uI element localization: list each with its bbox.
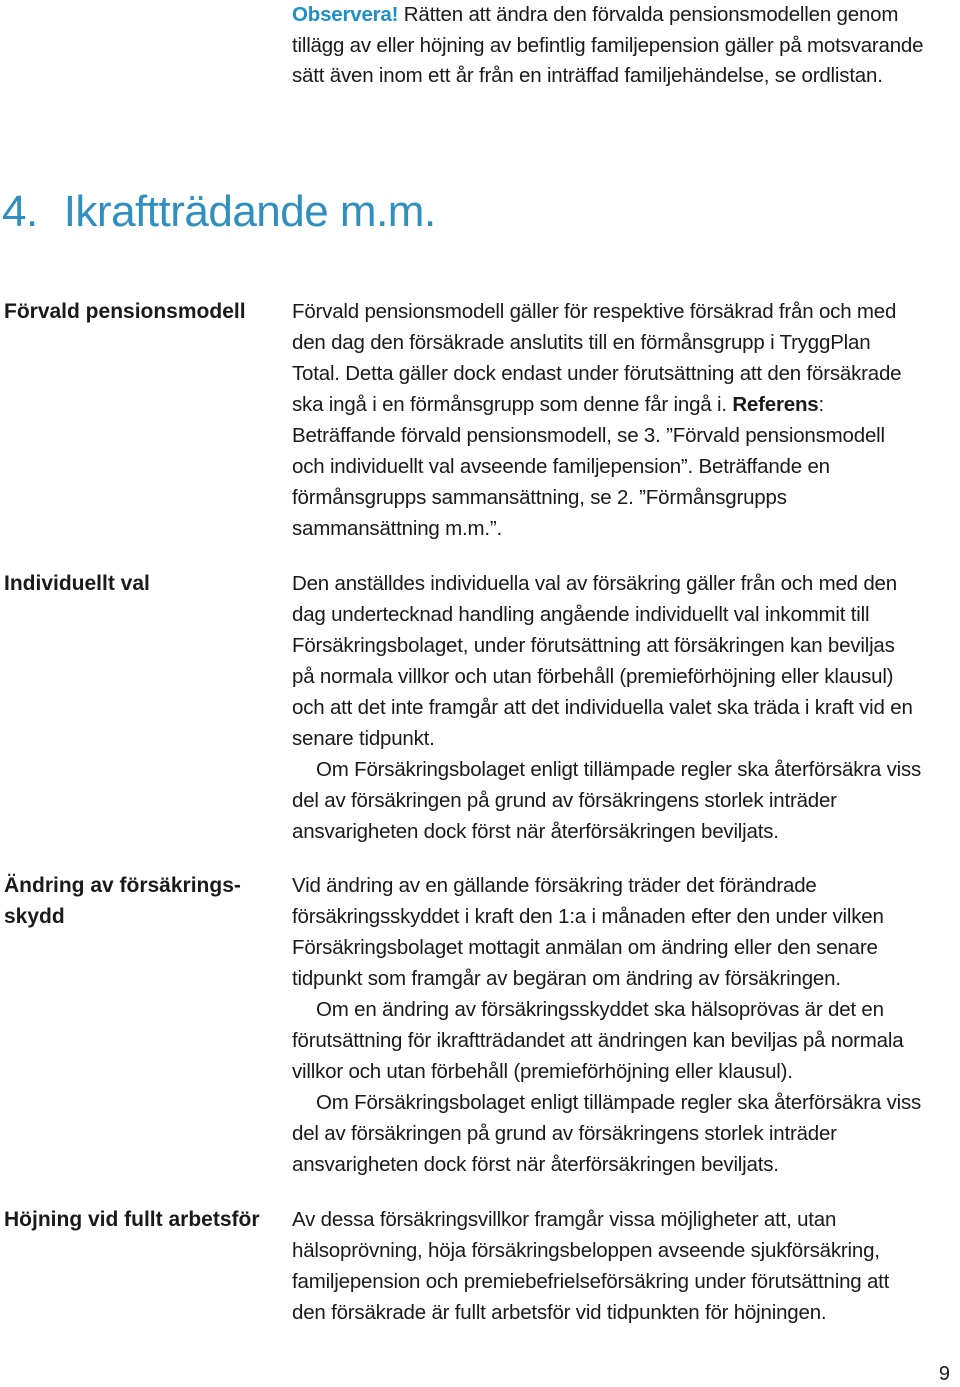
side-label-hojning: Höjning vid fullt arbetsför [4, 1208, 260, 1231]
paragraph: Vid ändring av en gällande försäkring träder det förändrade försäkringsskyddet i kraft den 1:a i månaden efter den under vilken Försäkringsbolaget mottagit anmälan om ändring eller den senare tidpunkt som framgår av begäran om ändring av försäkringen. [292, 874, 884, 990]
block-individuellt-val [292, 568, 922, 847]
paragraph: Om Försäkringsbolaget enligt tillämpade regler ska återförsäkra viss del av försäkringen på grund av försäkringens storlek inträder ansvarigheten dock först när återförsäkringen beviljats. [292, 1091, 922, 1176]
paragraph-text: : Beträffande förvald pensionsmodell, se 3. ”Förvald pensionsmodell och individuellt val avseende familjepension”. Beträffande en förmånsgrupps sammansättning, se 2. ”Förmånsgrupps sammansättning m.m.”. [292, 393, 885, 540]
block-forvald-pensionsmodell [292, 296, 922, 544]
section-title: Ikraftträdande m.m. [63, 187, 436, 236]
paragraph-text: Förvald pensionsmodell gäller för respektive försäkrad från och med den dag den försäkrade anslutits till en förmånsgrupp i TryggPlan Total. Detta gäller dock endast under förutsättning att den försäkrade ska ingå i en förmånsgrupp som denne får ingå i. [292, 300, 902, 416]
paragraph [292, 296, 922, 544]
side-label-forvald: Förvald pensionsmodell [4, 300, 246, 323]
paragraph: Om Försäkringsbolaget enligt tillämpade regler ska återförsäkra viss del av försäkringen på grund av försäkringens storlek inträder ansvarigheten dock först när återförsäkringen beviljats. [292, 758, 922, 843]
block-hojning-fullt-arbetsfor [292, 1204, 922, 1328]
note-label: Observera! [292, 3, 399, 26]
page-number: 9 [938, 1363, 950, 1385]
section-heading [2, 182, 436, 242]
paragraph: Av dessa försäkringsvillkor framgår vissa möjligheter att, utan hälsoprövning, höja försäkringsbeloppen avseende sjukförsäkring, familjepension och premiebefrielseförsäkring under förutsättning att den försäkrade är fullt arbetsför vid tidpunkten för höjningen. [292, 1208, 890, 1324]
note-text: Rätten att ändra den förvalda pensionsmodellen genom tillägg av eller höjning av befintlig familjepension gäller på motsvarande sätt även inom ett år från en inträffad familjehändelse, se ordlistan. [292, 3, 924, 87]
paragraph: Den anställdes individuella val av försäkring gäller från och med den dag undertecknad handling angående individuellt val inkommit till Försäkringsbolaget, under förutsättning att försäkringen kan beviljas på normala villkor och utan förbehåll (premieförhöjning eller klausul) och att det inte framgår att det individuella valet ska träda i kraft vid en senare tidpunkt. [292, 572, 913, 750]
section-number: 4. [2, 187, 38, 236]
side-label-andring: Ändring av försäkrings-skydd [4, 874, 241, 928]
paragraph: Om en ändring av försäkringsskyddet ska hälsoprövas är det en förutsättning för ikraftträdandet att ändringen kan beviljas på normala villkor och utan förbehåll (premieförhöjning eller klausul). [292, 998, 904, 1083]
observera-note [292, 0, 932, 92]
block-andring-forsakringsskydd [292, 870, 922, 1180]
reference-label: Referens [732, 393, 819, 416]
side-label-individuellt-val: Individuellt val [4, 572, 150, 595]
